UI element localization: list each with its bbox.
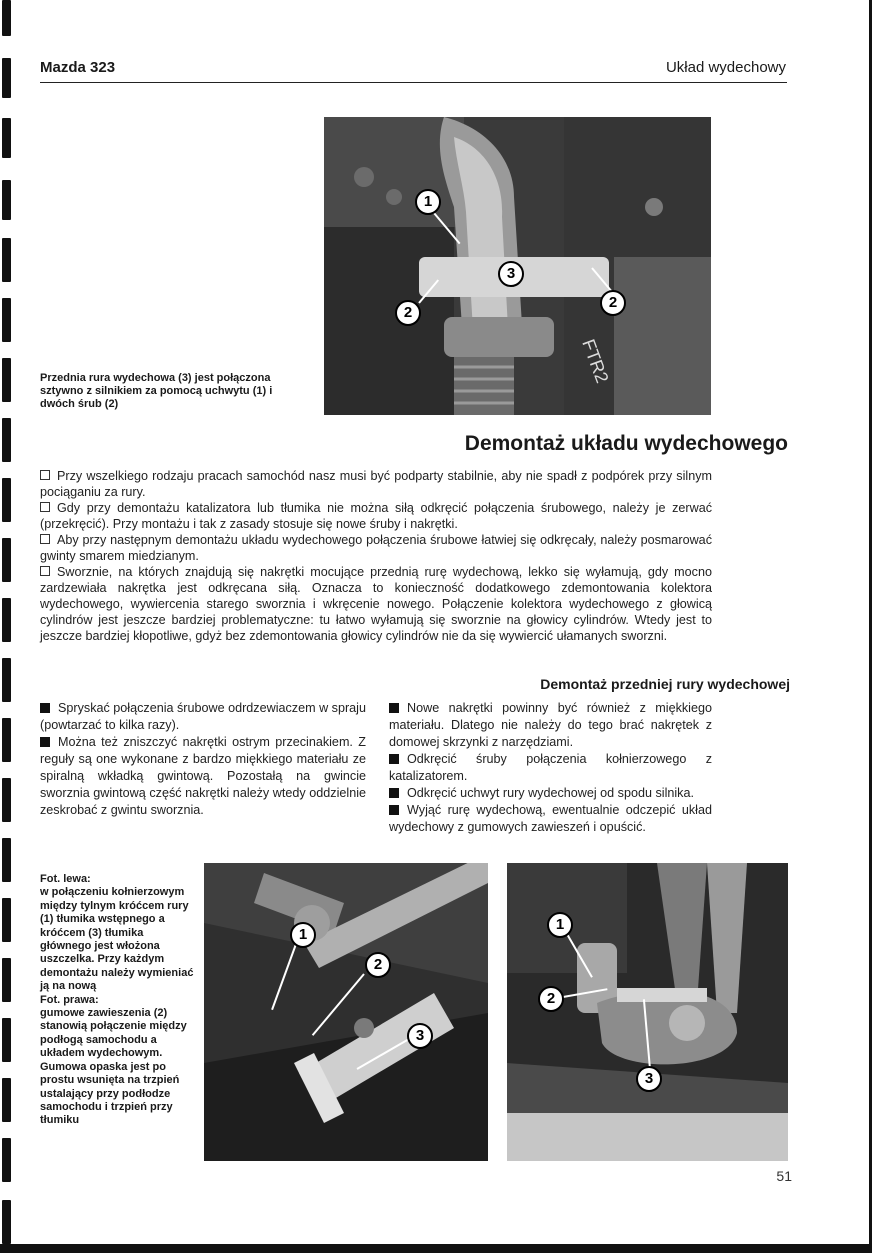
chapter-title: Układ wydechowy (665, 59, 786, 76)
bullet-square-icon (40, 737, 50, 747)
marker-3: 3 (498, 261, 524, 287)
bullet-square-icon (40, 703, 50, 713)
checkbox-square-icon (40, 470, 50, 480)
marker-3: 3 (407, 1023, 433, 1049)
paragraph: Przy wszelkiego rodzaju pracach samochód nasz musi być podparty stabilnie, aby nie spadł z podpórek przy silnym pociąganiu za rury. (40, 469, 712, 499)
marker-2: 2 (395, 300, 421, 326)
intro-paragraphs (40, 468, 712, 644)
left-column (40, 700, 366, 819)
list-item: Spryskać połączenia śrubowe odrdzewiaczem w spraju (powtarzać to kilka razy). (40, 701, 366, 732)
marker-2b: 2 (600, 290, 626, 316)
top-photo-caption: Przednia rura wydechowa (3) jest połączona sztywno z silnikiem za pomocą uchwytu (1) i dwóch śrub (2) (40, 372, 273, 410)
marker-1: 1 (290, 922, 316, 948)
header-rule (40, 82, 787, 83)
paragraph: Aby przy następnym demontażu układu wydechowego połączenia śrubowe łatwiej się odkręcały, należy posmarować gwinty smarem miedzianym. (40, 533, 712, 563)
section-title: Demontaż układu wydechowego (464, 432, 788, 455)
top-photo (324, 117, 711, 415)
bullet-square-icon (389, 703, 399, 713)
paragraph: Gdy przy demontażu katalizatora lub tłumika nie można siłą odkręcić połączenia śrubowego, należy je zerwać (przekręcić). Przy montażu i tak z zasady stosuje się nowe śruby i nakrętki. (40, 501, 712, 531)
bottom-right-photo (507, 863, 788, 1161)
marker-1: 1 (415, 189, 441, 215)
book-title: Mazda 323 (40, 59, 116, 76)
bullet-square-icon (389, 805, 399, 815)
bullet-square-icon (389, 754, 399, 764)
list-item: Nowe nakrętki powinny być również z miękkiego materiału. Dlatego nie należy do tego brać nakrętek z domowej skrzynki z narzędziami. (389, 701, 712, 749)
scan-edge-bottom (0, 1244, 872, 1253)
marker-2: 2 (365, 952, 391, 978)
marker-3: 3 (636, 1066, 662, 1092)
binding-holes (0, 0, 12, 1253)
checkbox-square-icon (40, 502, 50, 512)
bullet-square-icon (389, 788, 399, 798)
checkbox-square-icon (40, 566, 50, 576)
marker-1: 1 (547, 912, 573, 938)
marker-2: 2 (538, 986, 564, 1012)
list-item: Można też zniszczyć nakrętki ostrym przecinakiem. Z reguły są one wykonane z bardzo miękkiego materiału ze spiralną wkładką gwintową. Pozostałą na gwincie sworznia gwintową część nakrętki należy wtedy oddzielnie zeskrobać z gwintu sworznia. (40, 735, 366, 817)
list-item: Odkręcić śruby połączenia kołnierzowego z katalizatorem. (389, 752, 712, 783)
subsection-title: Demontaż przedniej rury wydechowej (540, 676, 790, 692)
bottom-left-photo (204, 863, 488, 1161)
list-item: Wyjąć rurę wydechową, ewentualnie odczepić układ wydechowy z gumowych zawieszeń i opuścić. (389, 803, 712, 834)
right-column (389, 700, 712, 836)
paragraph: Sworznie, na których znajdują się nakrętki mocujące przednią rurę wydechową, lekko się wyłamują, gdy mocno zardzewiała nakrętka jest odkręcana siłą. Oznacza to konieczność dodatkowego zdemontowania kolektora wydechowego, wywiercenia starego sworznia i wkręcenie nowego. Połączenie kolektora wydechowego z głowicą cylindrów jest jeszcze bardziej problematyczne: tu łatwo wyłamują się sworznie na głowicy cylindrów. Wtedy jest to jeszcze bardziej kłopotliwe, gdyż bez zdemontowania głowicy cylindrów nie da się wywiercić ułamanych sworzni. (40, 565, 712, 643)
list-item: Odkręcić uchwyt rury wydechowej od spodu silnika. (389, 785, 712, 802)
page-number: 51 (776, 1168, 792, 1184)
stamped-text: FTR2 (578, 336, 613, 386)
checkbox-square-icon (40, 534, 50, 544)
bottom-photos-caption: Fot. lewa: w połączeniu kołnierzowym między tylnym króćcem rury (1) tłumika wstępnego a króćcem (3) tłumika głównego jest włożona uszczelka. Przy każdym demontażu należy wymieniać ją na nową Fot. prawa: gumowe zawieszenia (2) stanowią połączenie między podłogą samochodu a układem wydechowym. Gumowa opaska jest po prostu wsunięta na trzpień ustalający przy podłodze samochodu i trzpień przy tłumiku (40, 873, 194, 1127)
